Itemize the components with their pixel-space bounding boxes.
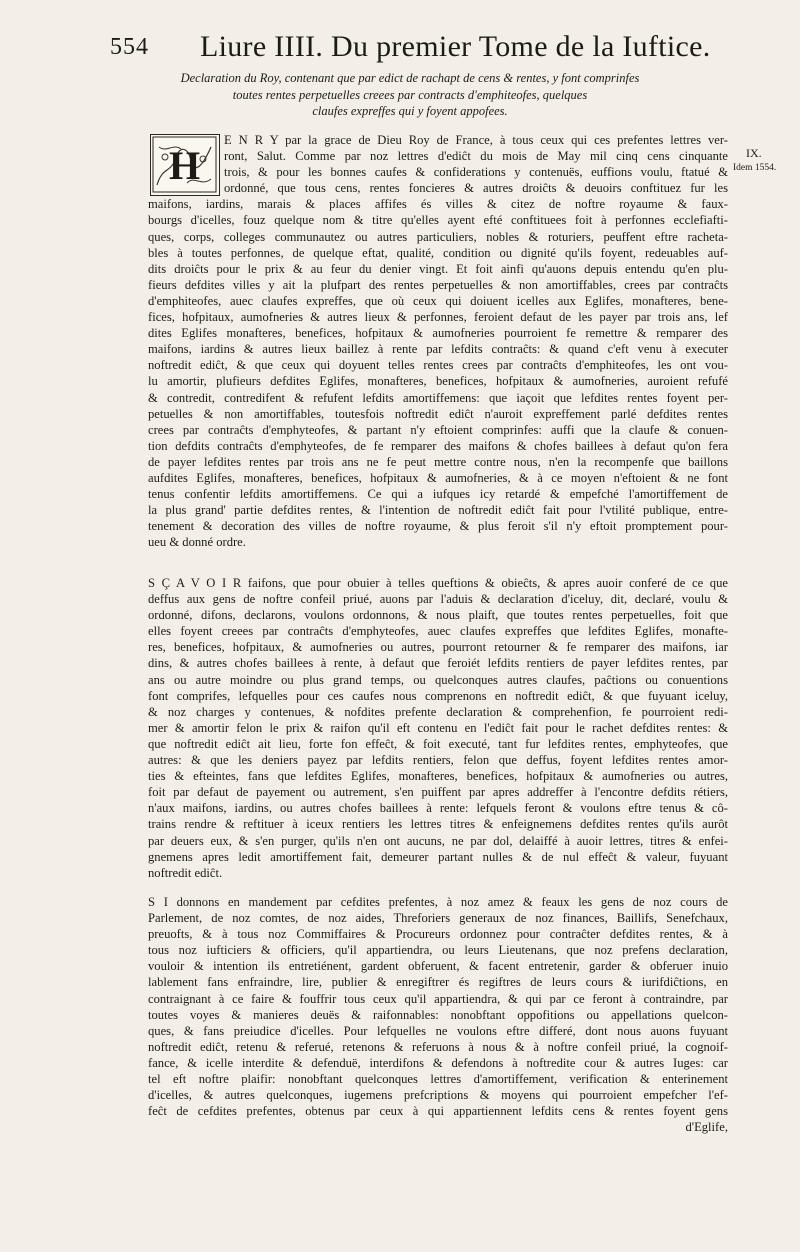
text-line: tion defdits contraĉts d'emphyteofes, de fe remparer des maifons & chofes baillees à defaut qu'on fera bbox=[148, 438, 728, 453]
text-line: fance, & icelle interdite & defenduë, interdifons & defendons à noftredite cour & autres Iuges: car bbox=[148, 1055, 728, 1070]
text-line: elles foyent creees par contraĉts d'emphyteofes, auec claufes expreffes que lefdites Eglifes, monafte- bbox=[148, 624, 728, 639]
text-line: autres: & que les deniers payez par lefdits rentiers, felon que deffus, foyent lefdites rentes amor- bbox=[148, 753, 728, 768]
running-title: Liure IIII. Du premier Tome de la Iuftice. bbox=[200, 30, 711, 63]
text-line: ties & efteintes, fans que lefdites Eglifes, monafteres, benefices, hofpitaux & aumofneries ou autres, bbox=[148, 769, 728, 784]
text-line: toutes voyes & manieres deuës & raifonnables: nonobftant oppofitions ou appellations quelcon- bbox=[148, 1007, 728, 1022]
text-line: bourgs d'icelles, fouz quelque nom & titre qu'elles ayent efté conftituees foit à perfonnes ecclefiafti- bbox=[148, 213, 728, 228]
text-line: foit par defaut de payement ou autrement, s'en puiffent par apres addreffer à l'encontre defdits rétiers, bbox=[148, 785, 728, 800]
text-line: de payer lefdites rentes par trois ans ne fe peut mettre contre nous, n'en la recompenfe que baillons bbox=[148, 454, 728, 469]
text-line: tous noz iufticiers & officiers, qu'il appartiendra, ou leurs Lieutenans, que noz prefens declaration, bbox=[148, 943, 728, 958]
page-header bbox=[0, 30, 800, 70]
text-line: tenement & decoration des villes de noftre royaume, & plus feroit s'il n'y eftoit promptement pour- bbox=[148, 519, 728, 534]
text-line: dites Eglifes monafteres, benefices, hofpitaux & aumofneries pourroient fe remettre & remparer des bbox=[148, 326, 728, 341]
text-line: tel eft noftre plaifir: nonobftant quelconques lettres d'amortiffement, verification & enterinement bbox=[148, 1072, 728, 1087]
text-line: fices, hofpitaux, aumofneries & autres lieux & perfonnes, feroient defaut de les payer par trois ans, lef bbox=[148, 310, 728, 325]
text-line: ront, Salut. Comme par noz lettres d'ediĉt du mois de May mil cinq cens cinquante bbox=[224, 149, 728, 164]
text-line: noftredit ediĉt. bbox=[148, 865, 223, 880]
text-line: noftredit ediĉt, retenu & referué, retenons & referuons à nous & à noftre confeil priué, la cognoif- bbox=[148, 1039, 728, 1054]
text-line: dits droiĉts pour le prix & au feur du denier vingt. Et foit ainfi qu'auons depuis entendu qu'en plu- bbox=[148, 261, 728, 276]
text-line: font comprifes, lefquelles pour ces caufes nous comprenons en noftredit ediĉt, & que fuyuant iceluy, bbox=[148, 688, 728, 703]
text-line: mer & amortir felon le prix & raifon qu'il eft contenu en l'ediĉt fait pour le rachet defdites rentes: & bbox=[148, 720, 728, 735]
text-line: res, benefices, hofpitaux, & aumofneries ou autres, pourront retourner & fe remparer des maifons, iar bbox=[148, 640, 728, 655]
text-line: trois, & pour les bonnes caufes & confiderations y contenuës, euffions voulu, ftatué & bbox=[224, 165, 728, 180]
text-line: lu amortir, plufieurs defdites Eglifes, monafteres, benefices, hofpitaux & aumofneries, auroient refufé bbox=[148, 374, 728, 389]
text-line: la plus grand' partie defdites rentes, & l'intention de noftredit ediĉt fait pour l'vtilité publique, entre- bbox=[148, 503, 728, 518]
page-number: 554 bbox=[110, 34, 149, 60]
margin-note-reference: Idem 1554. bbox=[733, 163, 777, 173]
text-line: preuofts, & à tous noz Commiffaires & Procureurs ordonnez pour contraĉter defdites rentes, & à bbox=[148, 927, 728, 942]
text-line: dins, & autres chofes baillees à rente, à defaut que feroiét lefdits rentiers de payer lefdites rentes, par bbox=[148, 656, 728, 671]
text-line: bles à toutes perfonnes, de quelque eftat, qualité, condition ou dignité qu'ils foyent, redeuables auf- bbox=[148, 245, 728, 260]
text-line: ques, corps, colleges communautez ou autres particuliers, nobles & roturiers, peuffent eftre racheta- bbox=[148, 229, 728, 244]
svg-text:H: H bbox=[168, 143, 201, 188]
text-line: feĉt de cefdites prefentes, obtenus par ceux à qui appartiennent lefdits cens & rentes foyent gens bbox=[148, 1104, 728, 1119]
heading-line: Declaration du Roy, contenant que par edict de rachapt de cens & rentes, y font comprinfes bbox=[180, 71, 640, 85]
text-line: aufdites Eglifes, monafteres, benefices, hofpitaux & aumofneries, & à ce moyen n'eftoient & ne font bbox=[148, 470, 728, 485]
text-line: par deuers eux, & s'en purger, qu'ils n'en ont aucuns, ne par dol, delaiffé à auoir lettres, titres & enfei- bbox=[148, 833, 728, 848]
paragraph-3 bbox=[148, 894, 728, 1135]
text-line: lablement fans enfraindre, lire, publier & enregiftrer és regiftres de leurs cours & iurifdiĉtions, en bbox=[148, 975, 728, 990]
text-line: S Ç A V O I R faifons, que pour obuier à telles queftions & obieĉts, & apres auoir conferé de ce que bbox=[148, 576, 728, 590]
text-line: vouloir & intention ils entretiénent, gardent obferuent, & facent entretenir, garder & obferuer inuio bbox=[148, 959, 728, 974]
text-line: deffus aux gens de noftre confeil priué, auons par l'aduis & declaration d'iceluy, dit, declaré, voulu & bbox=[148, 592, 728, 607]
text-line: ordonné, difons, declarons, voulons ordonnons, & nous plaift, que toutes rentes perpetuelles, foit que bbox=[148, 608, 728, 623]
text-line: d'icelles, & autres quelconques, iugemens prefcriptions & moyens qui pourroient empefcher l'ef- bbox=[148, 1088, 728, 1103]
text-line: ques, & fans preiudice d'icelles. Pour lefquelles ne voulons eftre differé, dont nous auons fuyuant bbox=[148, 1023, 728, 1038]
text-line: ordonné, que tous cens, rentes foncieres & autres droiĉts & deuoirs conftituez fur les bbox=[224, 181, 728, 196]
text-line: n'aux maifons, iardins, ou autres chofes baillees à rente: lefquels feront & voulons eftre tenus & cô- bbox=[148, 801, 728, 816]
heading-line: toutes rentes perpetuelles creees par contracts d'emphiteofes, quelques bbox=[232, 87, 588, 102]
text-line: noftredit ediĉt, & que ceux qui doyuent telles rentes crees par contraĉts d'emphiteofes, les ont vou- bbox=[148, 358, 728, 373]
text-line: Parlement, de noz comtes, de noz aides, Threforiers generaux de noz finances, Baillifs, Senefchaux, bbox=[148, 911, 728, 926]
section-heading bbox=[160, 70, 660, 120]
text-line: tenus confentir lefdits amortiffemens. Ce qui a iufques icy retardé & empefché l'amortiffement de bbox=[148, 487, 728, 502]
text-line: trains rendre & reftituer à iceux rentiers les lettres titres & enfeignemens defdites rentes qu'ils aurôt bbox=[148, 817, 728, 832]
margin-note-number: IX. bbox=[746, 146, 762, 160]
text-line: fieurs defdites villes y ait la plufpart des rentes perpetuelles & non amortiffables, crees par contraĉts bbox=[148, 277, 728, 292]
text-line: ans ou autre moindre ou plus grand temps, ou quelconques autres claufes, paĉtions ou conuentions bbox=[148, 672, 728, 687]
text-line: contraignant à ce faire & fouffrir tous ceux qu'il appartiendra, & qui par ce feront à contraindre, par bbox=[148, 991, 728, 1006]
text-line: & contredit, contredifent & refufent lefdits amortiffemens: que iaçoit que lefdites rentes foyent per- bbox=[148, 390, 728, 405]
text-line: petuelles & non amortiffables, toutesfois noftredit ediĉt n'auroit expreffement parlé defdites rentes bbox=[148, 406, 728, 421]
text-line: & noz charges y contenues, & nofdites prefente declaration & comprehenfion, fe pourroient redi- bbox=[148, 704, 728, 719]
text-line: S I donnons en mandement par cefdites prefentes, à noz amez & feaux les gens de noz cours de bbox=[148, 895, 728, 909]
text-line: que noftredit ediĉt ait lieu, forte fon effeĉt, & foit executé, tant fur lefdites rentes, emphyteofes, que bbox=[148, 736, 728, 751]
text-line: d'emphiteofes, auec claufes expreffes, que où ceux qui doiuent icelles aux Eglifes, monafteres, bene- bbox=[148, 293, 728, 308]
text-line: crees par contraĉts d'emphyteofes, & partant n'y eftoient comprinfes: auffi que la claufe & conuen- bbox=[148, 422, 728, 437]
paragraph-2 bbox=[148, 575, 728, 881]
heading-line: claufes expreffes qui y foyent appofees. bbox=[312, 104, 508, 118]
paragraph-1 bbox=[148, 132, 728, 550]
text-line: ueu & donné ordre. bbox=[148, 535, 246, 550]
text-line: maifons, iardins & autres lieux baillez à rente par lefdits contraĉts: & quand c'eft venu à executer bbox=[148, 342, 728, 357]
text-line: d'Eglife, bbox=[685, 1120, 728, 1135]
text-line: gnemens apres ledit amortiffement fait, demeurer partant nulles & de nul effeĉt & valeur, fuyuant bbox=[148, 849, 728, 864]
text-line: maifons, iardins, marais & places affifes és villes & citez de noftre royaume & faux- bbox=[148, 197, 728, 212]
text-line: E N R Y par la grace de Dieu Roy de France, à tous ceux qui ces prefentes lettres ver- bbox=[224, 133, 728, 147]
